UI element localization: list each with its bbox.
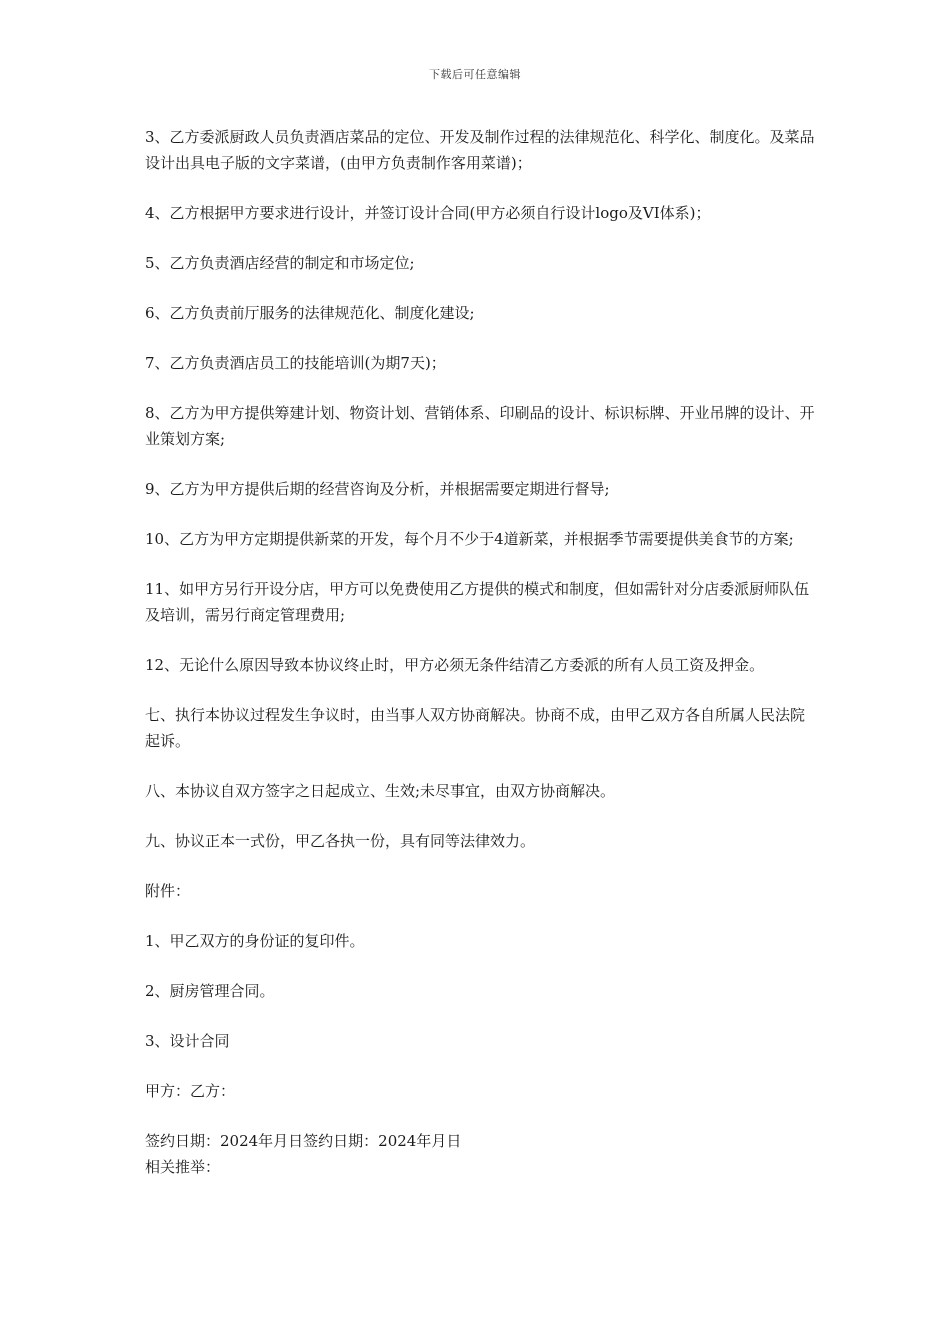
clause-7: 7、乙方负责酒店员工的技能培训(为期7天)； xyxy=(145,354,446,372)
party-labels: 甲方：乙方： xyxy=(145,1082,236,1100)
attachments-heading: 附件： xyxy=(145,882,191,900)
related-recommendations-label: 相关推举： xyxy=(145,1158,221,1176)
attachment-3: 3、设计合同 xyxy=(145,1032,230,1050)
attachment-1: 1、甲乙双方的身份证的复印件。 xyxy=(145,932,365,950)
clause-9: 9、乙方为甲方提供后期的经营咨询及分析，并根据需要定期进行督导; xyxy=(145,480,610,498)
page-header-note: 下载后可任意编辑 xyxy=(429,68,521,81)
document-body xyxy=(145,124,815,1180)
clause-12: 12、无论什么原因导致本协议终止时，甲方必须无条件结清乙方委派的所有人员工资及押金。 xyxy=(145,656,765,674)
clause-11: 11、如甲方另行开设分店，甲方可以免费使用乙方提供的模式和制度，但如需针对分店委派厨师队伍及培训，需另行商定管理费用; xyxy=(145,580,810,624)
clause-3: 3、乙方委派厨政人员负责酒店菜品的定位、开发及制作过程的法律规范化、科学化、制度化。及菜品设计出具电子版的文字菜谱，(由甲方负责制作客用菜谱)； xyxy=(145,128,815,172)
clause-8: 8、乙方为甲方提供筹建计划、物资计划、营销体系、印刷品的设计、标识标牌、开业吊牌的设计、开业策划方案; xyxy=(145,404,815,448)
clause-5: 5、乙方负责酒店经营的制定和市场定位; xyxy=(145,254,415,272)
clause-10: 10、乙方为甲方定期提供新菜的开发，每个月不少于4道新菜，并根据季节需要提供美食节的方案; xyxy=(145,530,794,548)
section-nine: 九、协议正本一式份，甲乙各执一份，具有同等法律效力。 xyxy=(145,832,536,850)
attachment-2: 2、厨房管理合同。 xyxy=(145,982,275,1000)
clause-4: 4、乙方根据甲方要求进行设计，并签订设计合同(甲方必须自行设计logo及VI体系)； xyxy=(145,204,711,222)
clause-6: 6、乙方负责前厅服务的法律规范化、制度化建设; xyxy=(145,304,475,322)
signature-dates: 签约日期：2024年月日签约日期：2024年月日 xyxy=(145,1132,462,1150)
section-seven: 七、执行本协议过程发生争议时，由当事人双方协商解决。协商不成，由甲乙双方各自所属人民法院起诉。 xyxy=(145,706,806,750)
section-eight: 八、本协议自双方签字之日起成立、生效;未尽事宜，由双方协商解决。 xyxy=(145,782,616,800)
